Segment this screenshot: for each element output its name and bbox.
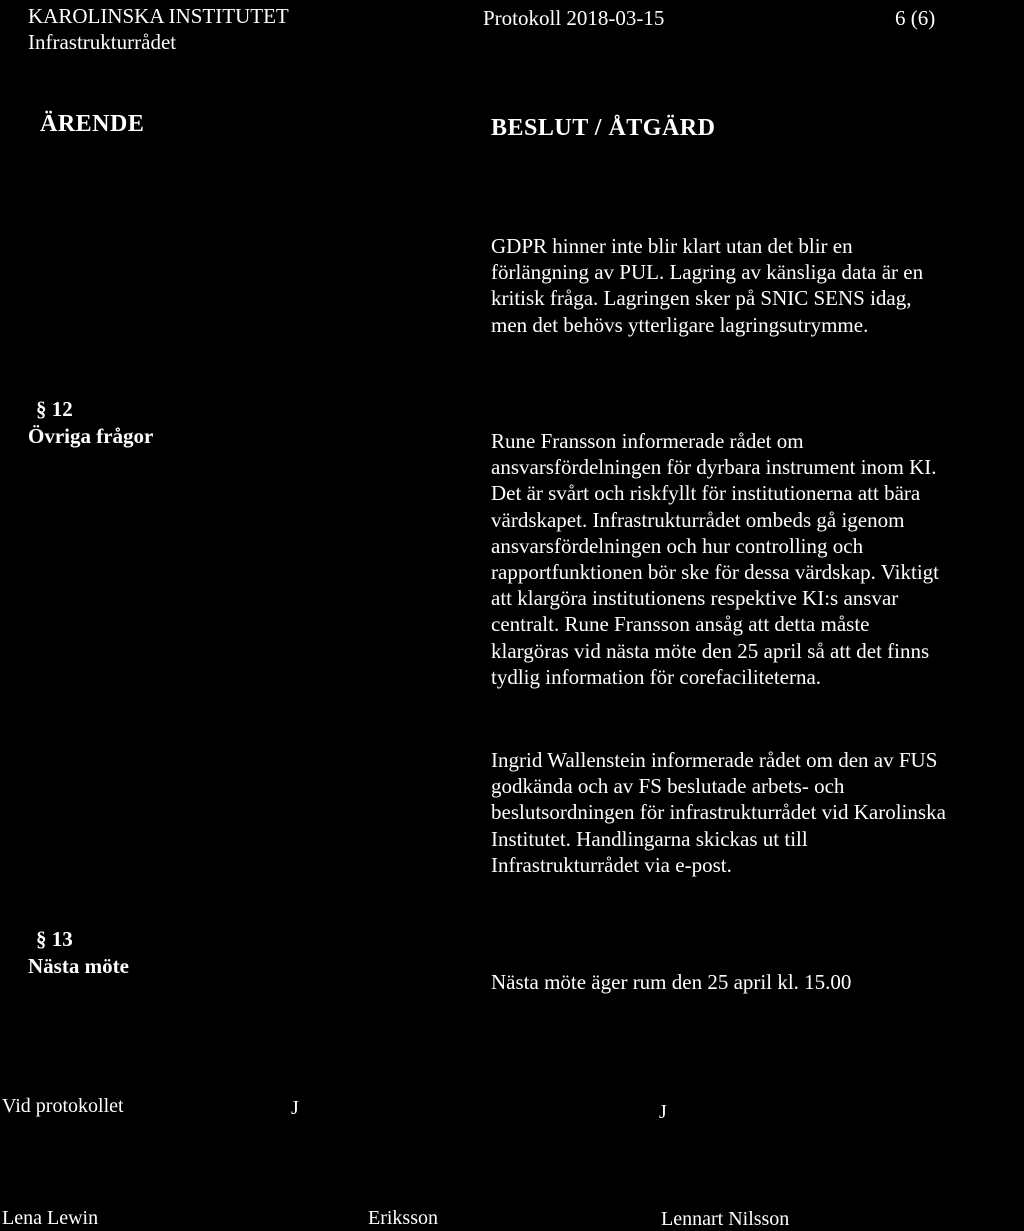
paragraph-line: rapportfunktionen bör ske för dessa värdskap. Viktigt [491, 560, 940, 585]
section-number-13: § 13 [36, 927, 73, 951]
paragraph-line: värdskapet. Infrastrukturrådet ombeds gå igenom [491, 507, 905, 532]
paragraph-line: Det är svårt och riskfyllt för institutionerna att bära [491, 481, 921, 506]
paragraph-line: Institutet. Handlingarna skickas ut till [491, 826, 808, 851]
column-title-decision: BESLUT / ÅTGÄRD [491, 115, 716, 141]
paragraph-line: ansvarsfördelningen för dyrbara instrument inom KI. [491, 455, 937, 480]
paragraph-line: tydlig information för corefaciliteterna. [491, 664, 822, 689]
department-name: Infrastrukturrådet [28, 30, 177, 54]
signatory-name-1: Lena Lewin [2, 1207, 99, 1229]
paragraph-line: men det behövs ytterligare lagringsutrymme. [491, 312, 869, 337]
paragraph-line: Nästa möte äger rum den 25 april kl. 15.00 [491, 970, 852, 994]
paragraph-nasta-mote [491, 969, 851, 995]
section-title-ovriga-fragor: Övriga frågor [28, 424, 154, 448]
column-title-matter: ÄRENDE [40, 111, 145, 137]
paragraph-line: ansvarsfördelningen och hur controlling och [491, 533, 864, 558]
paragraph-line: Rune Fransson informerade rådet om [491, 429, 804, 453]
paragraph-gdpr [491, 233, 923, 338]
signatory-name-3: Lennart Nilsson [661, 1208, 790, 1230]
paragraph-line: centralt. Rune Fransson ansåg att detta måste [491, 612, 870, 637]
organization-name: KAROLINSKA INSTITUTET [28, 4, 289, 28]
paragraph-line: klargöras vid nästa möte den 25 april så att det finns [491, 638, 930, 663]
protocol-date: Protokoll 2018-03-15 [483, 6, 665, 30]
paragraph-line: beslutsordningen för infrastrukturrådet vid Karolinska [491, 800, 946, 825]
paragraph-line: att klargöra institutionens respektive KI:s ansvar [491, 586, 899, 611]
signature-label: Vid protokollet [2, 1095, 124, 1117]
paragraph-line: Ingrid Wallenstein informerade rådet om den av FUS [491, 748, 938, 772]
paragraph-line: Infrastrukturrådet via e-post. [491, 852, 732, 877]
paragraph-line: GDPR hinner inte blir klart utan det blir en [491, 234, 853, 258]
paragraph-line: godkända och av FS beslutade arbets- och [491, 774, 845, 799]
paragraph-beslutsordning [491, 747, 946, 878]
paragraph-ovriga-fragor [491, 428, 939, 690]
section-number-12: § 12 [36, 397, 73, 421]
paragraph-line: kritisk fråga. Lagringen sker på SNIC SENS idag, [491, 286, 912, 311]
signature-mark-2: J [659, 1101, 667, 1123]
page-number: 6 (6) [895, 6, 936, 30]
paragraph-line: förlängning av PUL. Lagring av känsliga data är en [491, 260, 924, 285]
signatory-name-2: Eriksson [368, 1207, 438, 1229]
section-title-nasta-mote: Nästa möte [28, 954, 129, 978]
signature-mark-1: J [291, 1097, 299, 1119]
